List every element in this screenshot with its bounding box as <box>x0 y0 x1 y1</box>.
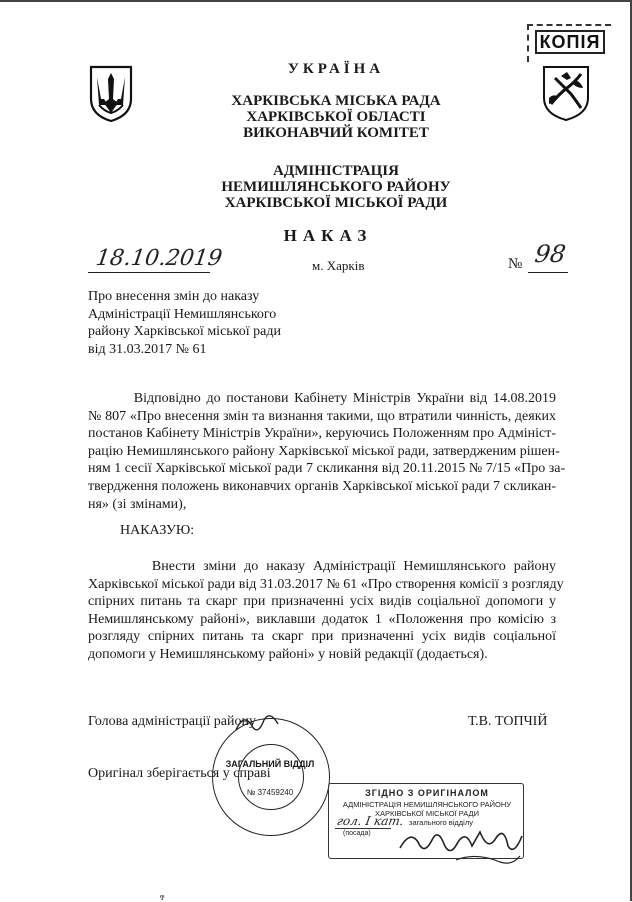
paragraph-line: розгляду спірних питань та скарг при призначенні усіх видів соціальної <box>88 629 556 645</box>
paragraph-line: спірних питань та скарг при призначенні усіх видів соціальної допомоги у <box>88 594 556 610</box>
administration-line-1: АДМІНІСТРАЦІЯ <box>273 163 399 179</box>
order-subject <box>88 288 348 358</box>
head-of-administration-label: Голова адміністрації району <box>88 714 256 729</box>
administration-title <box>20 163 632 211</box>
certified-copy-org: АДМІНІСТРАЦІЯ НЕМИШЛЯНСЬКОГО РАЙОНУ <box>342 800 512 809</box>
certified-copy-title: ЗГІДНО З ОРИГІНАЛОМ <box>365 788 489 798</box>
paragraph-line: Відповідно до постанови Кабінету Міністрів України від 14.08.2019 <box>88 391 556 406</box>
paragraph-line: Немишлянському районі», виклавши додаток 1 «Положення про комісію з <box>88 611 556 627</box>
document-type-title: НАКАЗ <box>283 226 373 245</box>
subject-line: Адміністрації Немишлянського <box>88 306 277 322</box>
certifier-signature <box>396 812 526 870</box>
paragraph-line: ням 1 сесії Харківської міської ради 7 скликання від 20.11.2015 № 7/15 «Про за- <box>88 461 566 477</box>
subject-line: Про внесення змін до наказу <box>88 289 260 304</box>
order-word: НАКАЗУЮ: <box>120 523 195 538</box>
scan-mark: ͳ <box>160 893 165 902</box>
document-city: м. Харків <box>312 258 365 273</box>
council-line-1: ХАРКІВСЬКА МІСЬКА РАДА <box>231 93 441 109</box>
seal-inner-ring <box>238 744 304 810</box>
certified-copy-dept: загального відділу <box>409 818 473 827</box>
paragraph-line: № 807 «Про внесення змін та визнання такими, що втратили чинність, деяких <box>88 408 556 424</box>
scan-edge-top <box>0 0 632 2</box>
original-kept-label: Оригінал зберігається у справі <box>88 766 271 781</box>
certified-copy-position-caption: (посада) <box>343 830 371 837</box>
country-title: УКРАЇНА <box>287 61 385 77</box>
paragraph-line: ня» (зі змінами), <box>88 496 187 512</box>
paragraph-line: Харківської міської ради від 31.03.2017 № 61 «Про створення комісії з розгляду <box>88 576 564 592</box>
paragraph-line: постанов Кабінету Міністрів України», керуючись Положенням про Адмініст- <box>88 426 556 442</box>
seal-department-text: ЗАГАЛЬНИЙ ВІДДІЛ <box>225 759 315 769</box>
head-of-administration-name: Т.В. ТОПЧІЙ <box>468 714 548 729</box>
copy-stamp-text: КОПІЯ <box>535 30 605 54</box>
paragraph-line: твердження положень виконавчих органів Харківської міської ради 7 скликан- <box>88 478 556 494</box>
paragraph-line: Внести зміни до наказу Адміністрації Немишлянського району <box>88 559 556 574</box>
council-line-2: ХАРКІВСЬКОЇ ОБЛАСТІ <box>246 109 426 125</box>
date-underline <box>88 272 210 273</box>
document-number-label: № <box>508 256 523 272</box>
order-paragraph <box>88 558 564 664</box>
certified-copy-council: ХАРКІВСЬКОЇ МІСЬКОЇ РАДИ <box>374 809 479 818</box>
copy-stamp <box>527 24 609 60</box>
subject-line: району Харківської міської ради <box>88 324 281 340</box>
document-number: 98 <box>533 240 568 268</box>
certified-copy-position-handwritten: гол. І кат. <box>335 814 405 828</box>
council-line-3: ВИКОНАВЧИЙ КОМІТЕТ <box>243 125 429 141</box>
certified-copy-position-line <box>335 828 391 829</box>
subject-line: від 31.03.2017 № 61 <box>88 341 207 357</box>
document-date: 18.10.2019 <box>94 246 224 271</box>
paragraph-line: допомоги у Немишлянському районі» у новій редакції (додається). <box>88 646 488 662</box>
head-signature <box>232 708 282 738</box>
preamble-paragraph <box>88 390 566 513</box>
council-title <box>20 93 632 141</box>
seal-code-text: № 37459240 <box>246 788 294 797</box>
administration-line-2: НЕМИШЛЯНСЬКОГО РАЙОНУ <box>221 179 451 195</box>
number-underline <box>528 272 568 273</box>
paragraph-line: рацію Немишлянського району Харківської міської ради, затвердженим рішен- <box>88 443 560 459</box>
administration-line-3: ХАРКІВСЬКОЇ МІСЬКОЇ РАДИ <box>224 195 448 211</box>
